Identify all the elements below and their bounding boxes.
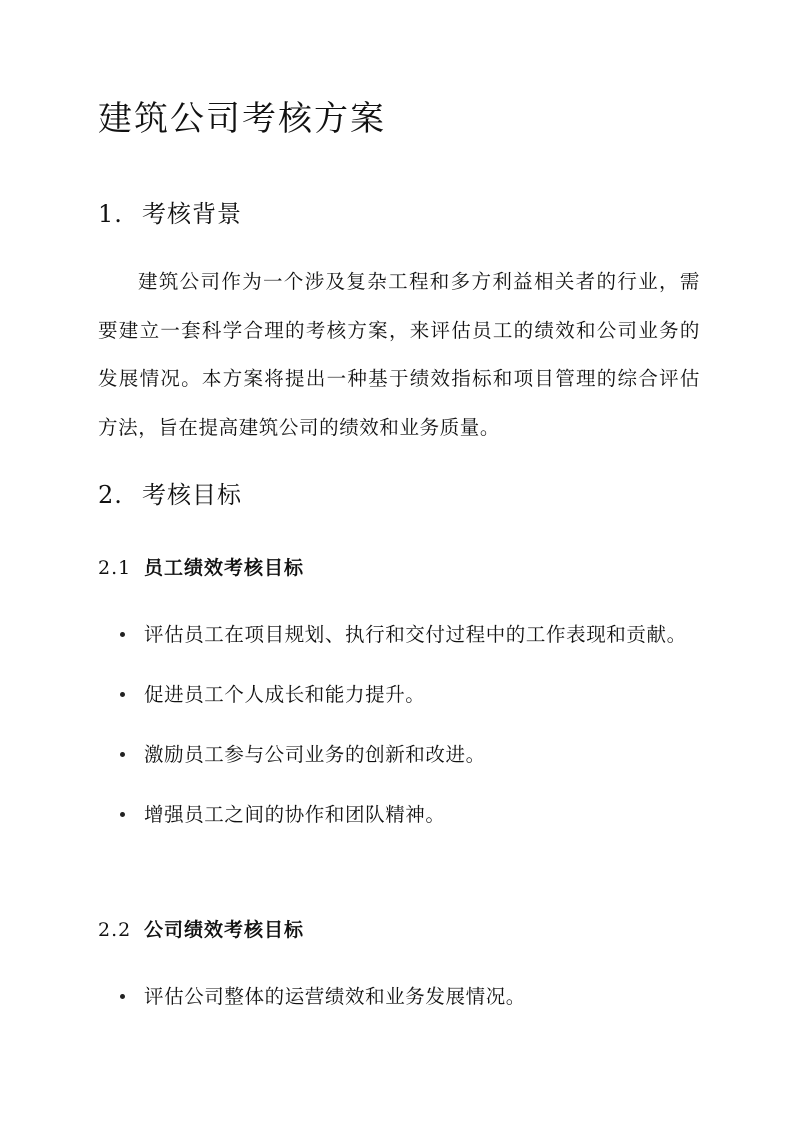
- subsection-heading-employee-goals: [98, 553, 304, 583]
- list-item: 促进员工个人成长和能力提升。: [98, 671, 700, 719]
- bullet-icon: [120, 812, 125, 817]
- bullet-icon: [120, 692, 125, 697]
- list-item: 激励员工参与公司业务的创新和改进。: [98, 731, 700, 779]
- section-number: 2.: [98, 481, 123, 509]
- subsection-title: 公司绩效考核目标: [144, 919, 305, 941]
- background-paragraph: 建筑公司作为一个涉及复杂工程和多方利益相关者的行业，需要建立一套科学合理的考核方案，来评估员工的绩效和公司业务的发展情况。本方案将提出一种基于绩效指标和项目管理的综合评估方法，旨在提高建筑公司的绩效和业务质量。: [98, 270, 700, 439]
- section-title: 考核目标: [142, 481, 242, 509]
- employee-goals-list: [98, 611, 700, 851]
- bullet-icon: [120, 632, 125, 637]
- section-heading-goals: [98, 477, 242, 513]
- list-item: 评估公司整体的运营绩效和业务发展情况。: [98, 973, 700, 1021]
- bullet-icon: [120, 994, 125, 999]
- subsection-number: 2.2: [98, 919, 132, 941]
- company-goals-list: [98, 973, 700, 1033]
- list-item: 增强员工之间的协作和团队精神。: [98, 791, 700, 839]
- section-number: 1.: [98, 200, 123, 228]
- subsection-number: 2.1: [98, 557, 132, 579]
- document-title: 建筑公司考核方案: [98, 99, 386, 139]
- list-item: 评估员工在项目规划、执行和交付过程中的工作表现和贡献。: [98, 611, 700, 659]
- subsection-heading-company-goals: [98, 915, 304, 945]
- section-title: 考核背景: [142, 200, 242, 228]
- bullet-icon: [120, 752, 125, 757]
- subsection-title: 员工绩效考核目标: [144, 557, 305, 579]
- section-heading-background: [98, 196, 242, 232]
